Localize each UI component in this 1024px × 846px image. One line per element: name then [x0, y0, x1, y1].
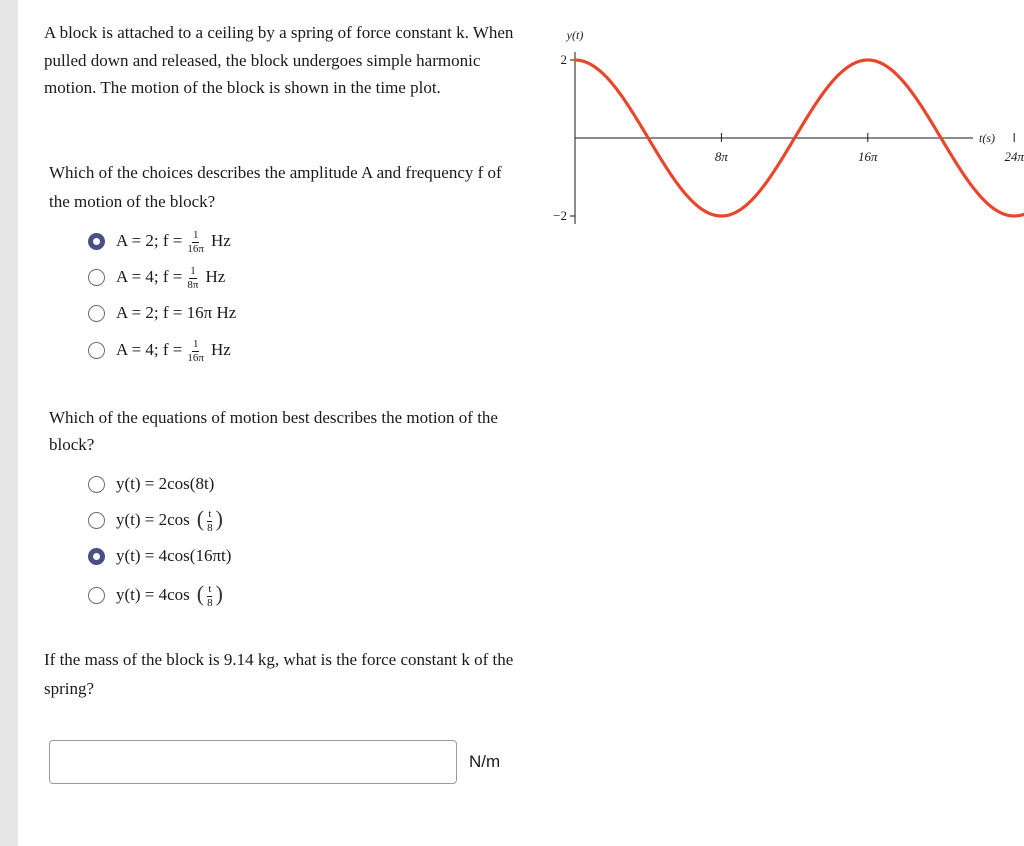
q2-option-2[interactable]: y(t) = 2cos ( $\frac{t}{8}$ )	[88, 507, 224, 533]
q2-option-1-radio[interactable]	[88, 476, 105, 493]
force-constant-unit: N/m	[469, 752, 501, 771]
plot-axes	[566, 28, 995, 224]
q2-option-3-label: y(t) = 4cos(16πt)	[116, 546, 232, 565]
q1-option-2-label: A = 4; f =	[116, 267, 183, 286]
q1-option-1-fraction: $\frac{1}{16\pi}$	[187, 228, 204, 255]
q1-option-2-fraction: $\frac{1}{8\pi}$	[187, 264, 199, 291]
q2-option-4[interactable]: y(t) = 4cos ( $\frac{t}{8}$ )	[88, 582, 224, 608]
q1-option-4-unit: Hz	[210, 340, 231, 359]
q1-option-1-radio[interactable]	[88, 233, 105, 250]
q1-option-2[interactable]	[88, 264, 225, 290]
q1-option-3-radio[interactable]	[88, 305, 105, 322]
q1-option-3[interactable]	[88, 300, 236, 326]
question-2-text: Which of the equations of motion best describes the motion of the block?	[49, 408, 498, 454]
y-tick-label: 2	[560, 52, 567, 67]
q2-option-2-fraction: $\frac{t}{8}$	[207, 507, 213, 534]
q2-option-4-label: y(t) = 4cos	[116, 585, 190, 604]
q2-option-1-label: y(t) = 2cos(8t)	[116, 474, 215, 493]
q1-option-4-label: A = 4; f =	[116, 340, 183, 359]
q1-option-2-unit: Hz	[205, 267, 226, 286]
q1-option-2-radio[interactable]	[88, 269, 105, 286]
question-3-text: If the mass of the block is 9.14 kg, what is the force constant k of the spring?	[44, 650, 514, 698]
x-tick-label: 16π	[858, 149, 878, 164]
q1-option-1-label: A = 2; f =	[116, 231, 183, 250]
question-1-text: Which of the choices describes the amplitude A and frequency f of the motion of the block?	[49, 163, 502, 211]
problem-intro: A block is attached to a ceiling by a spring of force constant k. When pulled down and released, the block undergoes simple harmonic motion. The motion of the block is shown in the time plot.	[44, 23, 514, 97]
q1-option-1[interactable]	[88, 228, 231, 254]
q2-option-1[interactable]	[88, 471, 214, 497]
q2-option-3-radio[interactable]	[88, 548, 105, 565]
q2-option-3[interactable]	[88, 543, 231, 569]
q1-option-3-label: A = 2; f = 16π Hz	[116, 303, 237, 322]
q2-option-4-fraction: $\frac{t}{8}$	[207, 582, 213, 609]
q2-option-4-radio[interactable]	[88, 587, 105, 604]
force-constant-input[interactable]	[49, 740, 457, 784]
q1-option-1-unit: Hz	[210, 231, 231, 250]
x-tick-label: 24π	[1004, 149, 1024, 164]
q2-option-2-radio[interactable]	[88, 512, 105, 529]
left-sidebar-strip	[0, 0, 18, 846]
q1-option-4-radio[interactable]	[88, 342, 105, 359]
q2-option-2-label: y(t) = 2cos	[116, 510, 190, 529]
y-axis-label: y(t)	[566, 28, 584, 42]
y-tick-label: −2	[553, 208, 567, 223]
q1-option-4-fraction: $\frac{1}{16\pi}$	[187, 337, 204, 364]
q1-option-4[interactable]	[88, 337, 231, 363]
x-axis-label: t(s)	[979, 131, 995, 145]
x-tick-label: 8π	[714, 149, 728, 164]
displacement-time-plot	[528, 20, 1024, 235]
